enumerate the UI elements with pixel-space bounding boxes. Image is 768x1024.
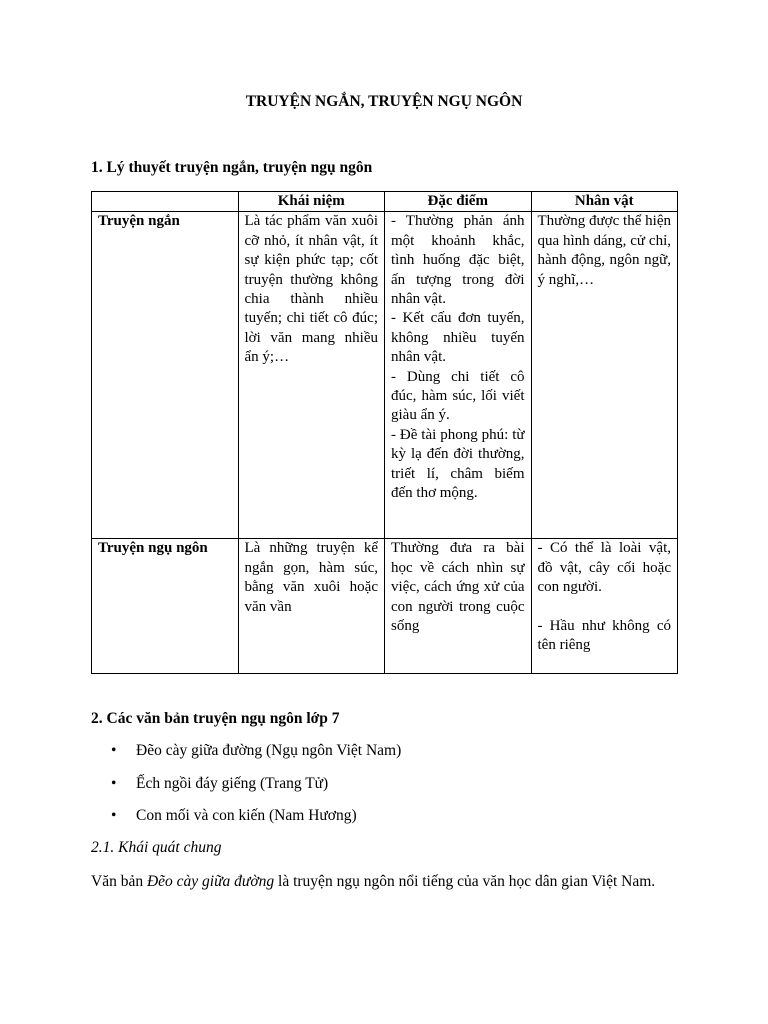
row-label-short-story: Truyện ngắn <box>92 212 239 539</box>
character-line: - Hầu như không có tên riêng <box>537 618 671 654</box>
concept-cell: Là những truyện kể ngắn gọn, hàm súc, bằng văn xuôi hoặc văn vần <box>238 539 385 674</box>
body-paragraph <box>91 871 678 893</box>
concept-cell: Là tác phẩm văn xuôi cỡ nhỏ, ít nhân vật, ít sự kiện phức tạp; cốt truyện thường không chia thành nhiều tuyến; chi tiết cô đúc; lời văn mang nhiều ẩn ý;… <box>238 212 385 539</box>
paragraph-italic-title: Đẽo cày giữa đường <box>146 873 275 890</box>
story-title: Đẽo cày giữa đường (Ngụ ngôn Việt Nam) <box>136 742 402 759</box>
feature-line: - Dùng chi tiết cô đúc, hàm súc, lối viết giàu ẩn ý. <box>391 368 525 424</box>
bullet-icon: • <box>111 774 117 792</box>
paragraph-prefix: Văn bản <box>91 873 147 890</box>
header-cell-features: Đặc điểm <box>385 192 532 212</box>
features-cell <box>385 539 532 674</box>
features-cell <box>385 212 532 539</box>
list-item <box>111 806 678 839</box>
character-line: - Có thể là loài vật, đồ vật, cây cối hoặc con người. <box>537 540 671 596</box>
list-item <box>111 774 678 807</box>
paragraph-suffix: là truyện ngụ ngôn nổi tiếng của văn học dân gian Việt Nam. <box>274 873 656 890</box>
table-row <box>92 212 678 539</box>
feature-line: - Kết cấu đơn tuyến, không nhiều tuyến nhân vật. <box>391 310 525 366</box>
document-title: TRUYỆN NGẮN, TRUYỆN NGỤ NGÔN <box>245 93 523 110</box>
feature-line: - Đề tài phong phú: từ kỳ lạ đến đời thường, triết lí, châm biếm đến thơ mộng. <box>391 426 525 502</box>
bullet-icon: • <box>111 742 117 759</box>
bullet-icon: • <box>111 807 117 824</box>
story-title: Ếch ngồi đáy giếng (Trang Tử) <box>136 774 329 792</box>
table-header-row <box>92 192 678 212</box>
section-2-heading: 2. Các văn bản truyện ngụ ngôn lớp 7 <box>91 710 340 727</box>
feature-line: - Thường phản ánh một khoảnh khắc, tình huống đặc biệt, ấn tượng trong đời nhân vật. <box>391 213 525 308</box>
character-line: Thường được thể hiện qua hình dáng, cử chỉ, hành động, ngôn ngữ, ý nghĩ,… <box>537 213 671 288</box>
story-title: Con mối và con kiến (Nam Hương) <box>136 807 357 824</box>
feature-line: Thường đưa ra bài học về cách nhìn sự việc, cách ứng xử của con người trong cuộc sống <box>391 540 525 635</box>
subsection-heading: 2.1. Khái quát chung <box>91 839 222 856</box>
concept-table <box>91 191 678 674</box>
characters-cell <box>531 212 678 539</box>
header-cell-empty <box>92 192 239 212</box>
line-spacer <box>538 598 672 617</box>
story-list <box>91 741 678 839</box>
list-item <box>111 741 678 774</box>
characters-cell <box>531 539 678 674</box>
header-cell-concept: Khái niệm <box>238 192 385 212</box>
header-cell-characters: Nhân vật <box>531 192 678 212</box>
section-1-heading: 1. Lý thuyết truyện ngắn, truyện ngụ ngôn <box>91 159 373 176</box>
table-row <box>92 539 678 674</box>
row-label-fable: Truyện ngụ ngôn <box>92 539 239 674</box>
